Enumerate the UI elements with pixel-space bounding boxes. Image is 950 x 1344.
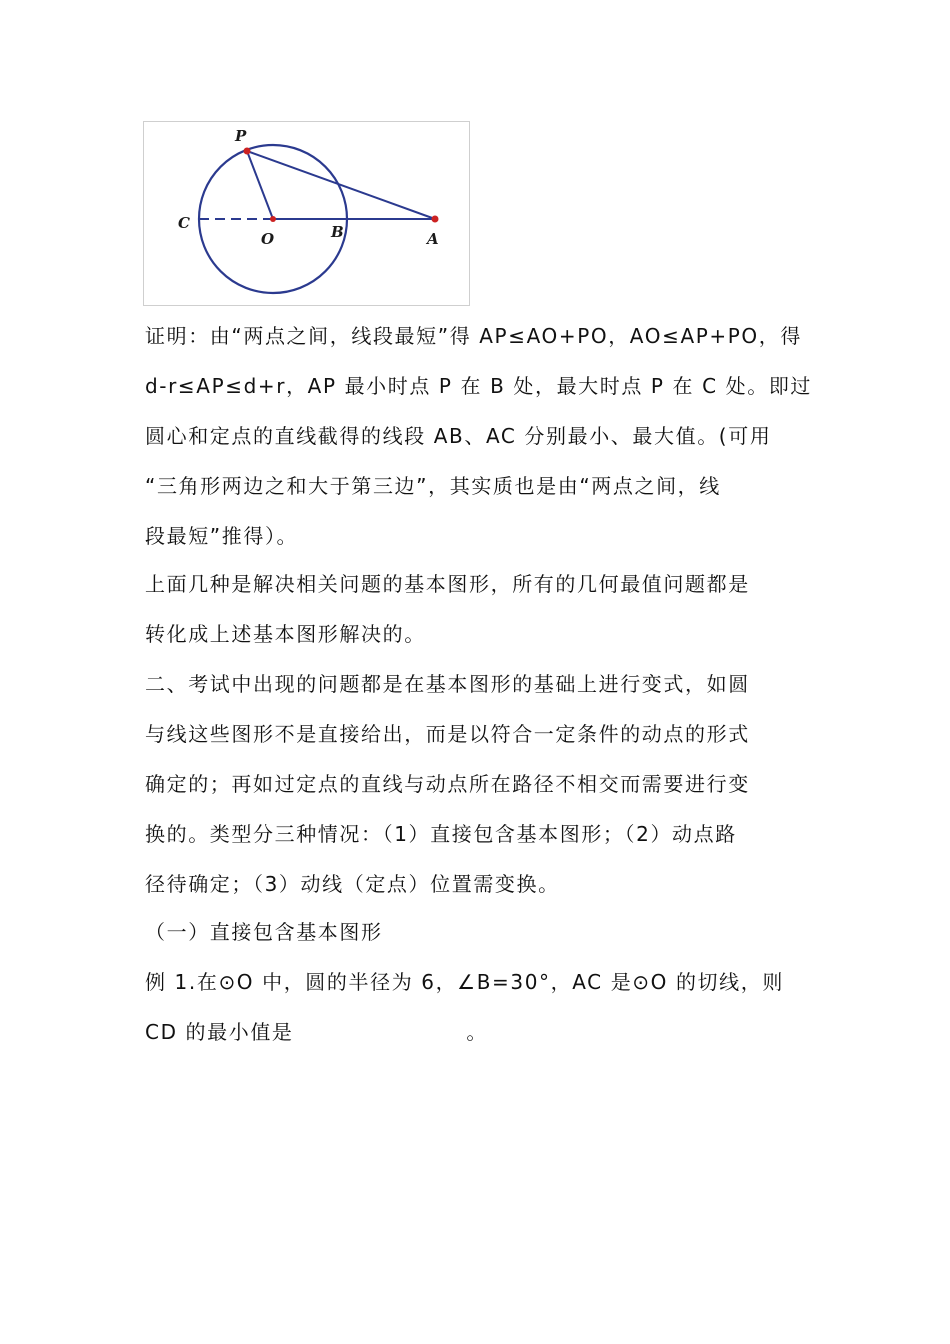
section-two-paragraph [145,659,810,909]
text-line: 二、考试中出现的问题都是在基本图形的基础上进行变式，如圆 [145,672,750,696]
text-line: 证明：由“两点之间，线段最短”得 AP≤AO+PO，AO≤AP+PO，得 [145,324,802,348]
label-c: C [178,214,190,232]
point-a [432,216,439,223]
text-line: 例 1.在⊙O 中，圆的半径为 6，∠B=30°，AC 是⊙O 的切线，则 [145,970,784,994]
text-line: 与线这些图形不是直接给出，而是以符合一定条件的动点的形式 [145,722,750,746]
text-line: “三角形两边之和大于第三边”，其实质也是由“两点之间，线 [145,474,721,498]
text-line: （一）直接包含基本图形 [145,920,383,944]
example-paragraph [145,957,810,1057]
text-line: 圆心和定点的直线截得的线段 AB、AC 分别最小、最大值。(可用 [145,424,772,448]
label-p: P [235,127,247,145]
proof-paragraph [145,311,813,561]
subsection-heading [145,907,810,957]
text-line: 换的。类型分三种情况：（1）直接包含基本图形；（2）动点路 [145,822,737,846]
point-o [270,216,276,222]
label-o: O [261,230,275,248]
text-line: 上面几种是解决相关问题的基本图形，所有的几何最值问题都是 [145,572,750,596]
text-line: 段最短”推得）。 [145,524,299,548]
text-line: CD 的最小值是 。 [145,1020,488,1044]
label-a: A [427,230,439,248]
text-line: 转化成上述基本图形解决的。 [145,622,426,646]
text-line: 径待确定；（3）动线（定点）位置需变换。 [145,872,560,896]
segment-pa [247,151,435,219]
summary-paragraph [145,559,810,659]
segment-po [247,151,273,219]
text-line: 确定的；再如过定点的直线与动点所在路径不相交而需要进行变 [145,772,750,796]
text-line: d-r≤AP≤d+r，AP 最小时点 P 在 B 处，最大时点 P 在 C 处。即过 [145,374,813,398]
point-p [244,148,251,155]
geometry-figure [143,121,470,306]
circle-diagram [144,122,469,305]
label-b: B [331,223,344,241]
